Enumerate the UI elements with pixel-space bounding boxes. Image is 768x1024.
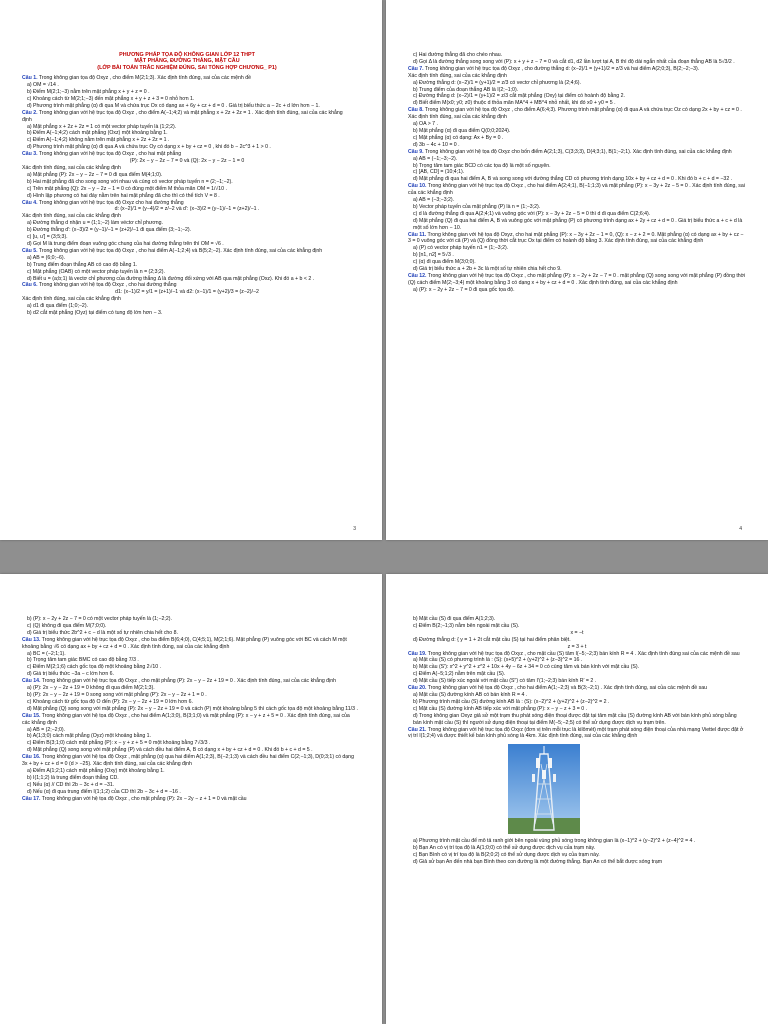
answer-option: c) Điểm B(2;−1;3) nằm bên ngoài mặt cầu (S). — [413, 622, 520, 629]
question — [22, 75, 352, 82]
question-text: Trong không gian với hệ trục tọa độ Oxyz , cho hai điểm A(−1;2;4) và B(5;2;−2). Xác định tính đúng, sai của các khẳng định — [37, 247, 323, 254]
answer-option: d) Mặt phẳng đi qua hai điểm A, B và song song với đường thẳng CD có phương trình dạng 10x + by + cz + d = 0 . Khi đó b + c + d = −32 . — [413, 176, 733, 183]
answer-option: a) Điểm A(1;2;1) cách mặt phẳng (Oxy) một khoảng bằng 1. — [27, 767, 165, 774]
answer-option: a) AB = (−1;−3;−2). — [413, 155, 458, 162]
document-page-5 — [0, 574, 382, 1024]
answer-option: b) Điểm M(2;1;−3) nằm trên mặt phẳng x + y + z = 0 . — [27, 89, 150, 96]
question — [408, 66, 746, 73]
answer-option: d) Phương trình mặt phẳng (α) đi qua M và chứa trục Ox có dạng ax + 6y + cz + d = 0 . Giá trị biểu thức a − 2c + d lớn hơn − 1. — [27, 102, 320, 109]
question-number: Câu 1. — [22, 75, 38, 82]
text-line: d: (x−2)/1 = (y−4)/2 = z/−2 và d′: (x−3)/2 = (y−1)/−1 = (z+2)/−1 . — [114, 206, 260, 213]
title-line-2: MẶT PHẲNG, ĐƯỜNG THẲNG, MẶT CẦU — [134, 58, 240, 65]
answer-option: c) Nếu (α) // CD thì 2b − 3c + d = −31. — [27, 781, 115, 788]
question-text: Trong không gian với hệ trục tọa độ Oxyz , cho mặt cầu (S) tâm I(−5;−2;3) bán kính R = 4 . Xác định tính đúng sai của các mệnh đề sau — [426, 650, 740, 657]
question — [22, 754, 358, 768]
text-line: Xác định tính đúng, sai của các khẳng định — [22, 213, 121, 220]
question-number: Câu 17. — [22, 795, 41, 802]
answer-option: a) Đường thẳng d nhận u = (1;1;−2) làm véctơ chỉ phương. — [27, 220, 163, 227]
answer-option: d) Giá trị biểu thức −3a − c lớn hơn 6. — [27, 671, 114, 678]
answer-option: d) Giá trị biểu thức 2b^2 + c − d là một số tự nhiên chia hết cho 8. — [27, 629, 178, 636]
question-text: Trong không gian với hệ tọa độ Oxyz , cho mặt phẳng (P): 2x − 2y − z + 1 = 0 và mặt cầu — [40, 795, 247, 802]
answer-option: a) Đường thẳng d: (x−2)/1 = (y+1)/2 = z/3 có vectơ chỉ phương là (2;4;6). — [413, 79, 581, 86]
answer-option: c) Mặt phẳng (OAB) có một vector pháp tuyến là n = (2;3;2). — [27, 268, 165, 275]
question-text: Trong không gian với hệ trục tọa độ Oxyz , cho đường thẳng d: (x−2)/1 = (y+1)/2 = z/3 và hai điểm A(2;0;3), B(2;−2;−3). — [423, 65, 700, 72]
question-number: Câu 6. — [22, 282, 38, 289]
answer-option: c) Bạn Bình có vị trí tọa độ là B(2;0;2) có thể sử dụng được dịch vụ của trạm này. — [413, 852, 600, 859]
answer-option: b) Điểm A(−1;4;2) cách mặt phẳng (Oxz) một khoảng bằng 1. — [27, 130, 168, 137]
question-text: Trong không gian với hệ tọa độ Oxyz cho bốn điểm A(2;1;3), C(3;3;3), D(4;3;1), B(1;−2;1). Xác định tính đúng, sai của các khẳng định — [423, 148, 732, 155]
question-number: Câu 21. — [408, 726, 427, 733]
question-text: Trong không gian với hệ tọa độ Oxyz , mặt phẳng (α) qua hai điểm A(1;2;3), B(−2;1;3) và cách đều hai điểm C(2;−1;3), D(0;3;1) có dạng 3x + by + cz + d = 0 (d > −25). Xác định tính đúng, sai của các khẳng định — [22, 754, 354, 768]
text-line: Xác định tính đúng, sai của các khẳng định — [408, 72, 507, 79]
answer-option: c) [u, u′] = (3;5;3). — [27, 234, 68, 241]
answer-option: d) Gọi M là trung điểm đoạn vuông góc chung của hai đường thẳng trên thì OM = √6 . — [27, 240, 224, 247]
question — [408, 107, 746, 121]
question-number: Câu 8. — [408, 107, 424, 114]
answer-option: c) Trên mặt phẳng (Q): 2x − y − 2z − 1 = 0 có đúng một điểm M thỏa mãn OM = 1/√10 . — [27, 185, 227, 192]
answer-option: c) [AB, CD] = (10;4;1). — [413, 169, 465, 176]
question — [408, 149, 746, 156]
answer-option: c) Mặt cầu (S) đường kính AB tiếp xúc với mặt phẳng (P): x − y − z + 3 = 0 . — [413, 705, 588, 712]
answer-option: d) Phương trình mặt phẳng (α) đi qua A và chứa trục Oy có dạng x + by + cz = 0 , khi đó b − 2c^3 + 1 > 0 . — [27, 144, 271, 151]
page-content — [408, 616, 746, 866]
answer-option: a) d1 đi qua điểm (1;0;−2). — [27, 303, 88, 310]
question-number: Câu 3. — [22, 151, 38, 158]
answer-option: b) A(1;3;0) cách mặt phẳng (Oyz) một khoảng bằng 1. — [27, 733, 151, 740]
text-line: Xác định tính đúng, sai của các khẳng định — [22, 296, 121, 303]
question-number: Câu 7. — [408, 65, 424, 72]
text-line: z = 3 + t — [567, 643, 587, 650]
question-text: Trong không gian với hệ trục tọa độ Oxyz cho hai đường thẳng — [37, 199, 184, 206]
answer-option: c) Hai đường thẳng đã cho chéo nhau. — [413, 52, 503, 58]
answer-option: b) Hai mặt phẳng đã cho song song với nhau và cùng có vector pháp tuyến n = (2;−1;−2). — [27, 178, 233, 185]
answer-option: c) Điểm M(2;1;6) cách gốc tọa độ một khoảng bằng 2√10 . — [27, 664, 162, 671]
question — [22, 637, 358, 651]
answer-option: c) (α) đi qua điểm M(3;0;0). — [413, 259, 476, 266]
answer-option: a) Mặt phẳng (P): 2x − y − 2z − 7 = 0 đi qua điểm M(4;1;0). — [27, 171, 163, 178]
answer-option: d) Nếu (α) đi qua trung điểm I(1;1;2) của CD thì 2b − 3c + d = −16 . — [27, 788, 181, 795]
page-content — [22, 616, 358, 802]
answer-option: c) Điểm A(−1;4;2) không nằm trên mặt phẳng x + 2z + 2z = 1 . — [27, 137, 170, 144]
question-text: Trong không gian với hệ tọa độ Oxyz , cho hai đường thẳng — [37, 282, 177, 289]
title-line-1: PHƯƠNG PHÁP TỌA ĐỘ KHÔNG GIAN LỚP 12 THPT — [119, 52, 255, 58]
document-page-6 — [386, 574, 768, 1024]
answer-option: b) Trọng tâm tam giác BCD có các tọa độ là một số nguyên. — [413, 162, 551, 169]
answer-option: a) Phương trình mặt cầu để mô tả ranh giới bên ngoài vùng phủ sóng trong không gian là (x−1)^2 + (y−2)^2 + (z−4)^2 = 4 . — [413, 838, 696, 845]
answer-option: a) BC = (−2;1;1). — [27, 650, 66, 657]
answer-option: c) Khoảng cách từ gốc tọa độ O đến (P): 2x − y − 2z + 19 = 0 lớn hơn 6. — [27, 698, 193, 705]
answer-option: a) (P): 2x − y − 2z + 19 = 0 không đi qua điểm M(2;1;3). — [27, 685, 155, 692]
answer-option: b) Bạn An có vị trí tọa độ là A(1;0;0) có thể sử dụng được dịch vụ của trạm này. — [413, 845, 596, 852]
answer-option: b) (P): x − 2y + 2z − 7 = 0 có một vector pháp tuyến là (1;−2;2). — [27, 616, 172, 622]
answer-option: a) Mặt cầu (S) có phương trình là : (S): (x+5)^2 + (y+2)^2 + (z−3)^2 = 16 . — [413, 657, 583, 664]
answer-option: b) d2 cắt mặt phẳng (Oyz) tại điểm có tung độ lớn hơn − 3. — [27, 310, 163, 317]
question-number: Câu 9. — [408, 148, 424, 155]
question-number: Câu 2. — [22, 109, 38, 116]
answer-option: a) AB = (2;−2;0). — [27, 726, 66, 733]
question-text: Trong không gian với hệ trục tọa độ Oxyz , cho ba điểm B(6;4;0), C(4;5;1), M(2;1;6). Mặt phẳng (P) vuông góc với BC và cách M một khoảng bằng √6 có dạng ax + by + cz + d = 0 . Xác định tính đúng, sai của các khẳng định — [22, 636, 347, 650]
question-text: Trong không gian tọa độ Oxyz , cho điểm M(2;1;3). Xác định tính đúng, sai của các mệnh đề — [37, 75, 251, 82]
question-number: Câu 4. — [22, 199, 38, 206]
answer-option: d) 3b − 4c + 10 = 0 . — [413, 141, 460, 148]
question — [408, 273, 746, 287]
question-text: Trong không gian với hệ tọa độ Oxyz , cho hai điểm A(1;−2;3) và B(3;−2;1) . Xác định tính đúng, sai của các mệnh đề sau — [426, 685, 707, 692]
question-text: Trong không gian với hệ trục tọa độ Oxyz , cho hai điểm A(2;4;1), B(−1;1;3) và mặt phẳng (P): x − 3y + 2z − 5 = 0 . Xác định tính đúng, sai của các khẳng định — [408, 183, 745, 197]
page-number: 3 — [353, 526, 356, 532]
cell-tower-photo — [508, 744, 580, 834]
answer-option: d) Đường thẳng d: { y = 1 + 2t cắt mặt cầu (S) tại hai điểm phân biệt. — [413, 636, 571, 643]
answer-option: a) (P) có vector pháp tuyến n1 = (1;−3;2). — [413, 245, 509, 252]
text-line: x = −t — [570, 629, 584, 636]
question — [22, 248, 352, 255]
question — [22, 200, 352, 207]
answer-option: a) Mặt phẳng x + 2z + 2z = 1 có một vector pháp tuyến là (1;2;2). — [27, 123, 177, 130]
title-line-3: (LỚP BÀI TOÁN TRẮC NGHIỆM ĐÚNG, SAI TỔNG HỢP CHƯƠNG_ P1) — [97, 64, 277, 71]
answer-option: b) Vector pháp tuyến của mặt phẳng (P) là n = (1;−3;2). — [413, 203, 541, 210]
question — [22, 110, 352, 124]
question — [408, 183, 746, 197]
answer-option: c) Điểm A(−5;1;2) nằm trên mặt cầu (S). — [413, 671, 506, 678]
page-content — [408, 52, 746, 294]
question — [22, 713, 358, 727]
question — [408, 685, 746, 692]
page-number: 4 — [739, 526, 742, 532]
answer-option: d) Biết điểm M(x0; y0; z0) thuộc d thỏa mãn MA^4 + MB^4 nhỏ nhất, khi đó x0 + y0 = 5 . — [413, 100, 616, 107]
question-text: Trong không gian với hệ trục tọa độ Oxyz , cho hai mặt phẳng — [37, 151, 182, 158]
question-text: Trong không gian với hệ trục tọa độ Oxyz (đơn vị trên mỗi trục là kilômét) một trạm phát sóng điện thoại của nhà mạng Viettel được đặt ở vị trí I(1;2;4) và được thiết kế bán kính phủ sóng là 4km. Xác định tính đúng, sai của các khẳng định — [408, 726, 744, 740]
document-title — [22, 52, 352, 71]
document-page-3 — [0, 0, 382, 540]
question-number: Câu 15. — [22, 712, 41, 719]
document-page-4 — [386, 0, 768, 540]
question-number: Câu 16. — [22, 754, 41, 761]
answer-option: c) Khoảng cách từ M(2;1;−3) đến mặt phẳng x + y + z + 3 = 0 nhỏ hơn 1. — [27, 95, 195, 102]
question — [408, 232, 746, 246]
answer-option: b) [n1, n2] = 5√3 . — [413, 252, 454, 259]
answer-option: a) AB = (−3;−3;2). — [413, 197, 455, 204]
answer-option: c) (Q) không đi qua điểm M(7;0;0). — [27, 622, 107, 629]
question — [22, 151, 352, 158]
text-line: (P): 2x − y − 2z − 7 = 0 và (Q): 2x − y − 2z − 1 = 0 — [129, 158, 245, 165]
answer-option: b) Trung điểm đoạn thẳng AB có cao độ bằng 1. — [27, 261, 138, 268]
answer-option: b) (P): 2x − y − 2z + 19 = 0 song song với mặt phẳng (P′): 2x − y − 2z + 1 = 0 . — [27, 691, 207, 698]
answer-option: c) d là đường thẳng đi qua A(2;4;1) và vuông góc với (P): x − 3y + 2z − 5 = 0 thì d đi qua điểm C(2;6;4). — [413, 210, 651, 217]
answer-option: a) Mặt cầu (S) đường kính AB có bán kính R = 4 . — [413, 691, 528, 698]
page-content — [22, 75, 352, 317]
answer-option: b) Mặt phẳng (α) đi qua điểm Q(0;0;2024). — [413, 127, 511, 134]
answer-option: d) Trong không gian Oxyz giả sử một trạm thu phát sóng điện thoại được đặt tại tâm mặt cầu (S) đường kính AB với bán kính phủ sóng bằng bán kính mặt cầu (S) thì người sử dụng điện thoại tại điểm M(−5;−2;5) có thể sử dụng được dịch vụ trạm trên. — [413, 712, 737, 726]
question — [22, 282, 352, 289]
answer-option: b) Trung điểm của đoạn thẳng AB là I(2;−1;0). — [413, 86, 519, 93]
answer-option: b) Trọng tâm tam giác BMC có cao độ bằng 7/3 . — [27, 657, 139, 664]
answer-option: a) OA > 7 . — [413, 121, 438, 128]
answer-option: b) Mặt cầu (S) đi qua điểm A(1;2;3). — [413, 616, 496, 622]
answer-option: d) Hình lập phương có hai đáy nằm trên hai mặt phẳng đã cho thì có thể tích V = 8 . — [27, 192, 220, 199]
question-number: Câu 19. — [408, 650, 427, 657]
question — [408, 727, 746, 741]
question-number: Câu 20. — [408, 685, 427, 692]
answer-option: a) OM = √14 . — [27, 82, 59, 89]
answer-option: d) Biết u = (a;b;1) là vectơ chỉ phương của đường thẳng Δ là đường đối xứng với AB qua mặt phẳng (Oxz). Khi đó a + b < 2 . — [27, 275, 315, 282]
question-text: Trong không gian với hệ trục tọa độ Oxyz , cho điểm A(−1;4;2) và mặt phẳng x + 2z + 2z = 1 . Xác định tính đúng, sai của các khẳng định — [22, 109, 343, 123]
answer-option: c) Mặt phẳng (α) có dạng: Ax + By = 0 . — [413, 134, 504, 141]
answer-option: d) Giá trị biểu thức a + 2b + 3c là một số tự nhiên chia hết cho 9. — [413, 266, 562, 273]
question — [22, 796, 358, 803]
question-text: Trong không gian với hệ trục tọa độ Oxyz , cho mặt phẳng (P): x − 2y + 2z − 7 = 0 . mặt phẳng (Q) song song với mặt phẳng (P) đồng thời (Q) cách điểm M(2;−3;4) một khoảng bằng 3 có dạng x + by + cz + d = 0 . Xác định tính đúng, sai của các khẳng định — [408, 273, 746, 286]
answer-option: b) Đường thẳng d′: (x−3)/2 = (y−1)/−1 = (z+2)/−1 đi qua điểm (3;−1;−2). — [27, 227, 191, 234]
answer-option: c) Điểm B(3;1;0) cách mặt phẳng (P): x − y + z + 5 = 0 một khoảng bằng 7√3/3 . — [27, 740, 211, 747]
answer-option: c) Đường thẳng d: (x−2)/1 = (y+1)/2 = z/3 cắt mặt phẳng (Oxy) tại điểm có hoành độ bằng 2. — [413, 93, 625, 100]
text-line: d1: (x−1)/2 = y/1 = (z+1)/−1 và d2: (x−1)/1 = (y+2)/3 = (z−2)/−2 — [115, 289, 259, 296]
answer-option: b) Phương trình mặt cầu (S) đường kính AB là : (S): (x−2)^2 + (y+2)^2 + (z−2)^2 = 2 . — [413, 698, 610, 705]
answer-option: a) AB = (6;0;−6). — [27, 254, 66, 261]
question-number: Câu 10. — [408, 183, 427, 190]
question-text: Trong không gian với hệ tọa độ Oxyz , cho điểm A(6;4;3). Phương trình mặt phẳng (α) đi qua A và chứa trục Oz có dạng 2x + by + cz = 0 . Xác định tính đúng, sai của các khẳng định — [408, 107, 742, 121]
answer-option: d) Mặt phẳng (Q) song song với mặt phẳng (P) và cách đều hai điểm A, B có dạng x + by + cz + d = 0 . Khi đó b + c + d = 5 . — [27, 747, 313, 754]
question — [408, 651, 746, 658]
answer-option: b) I(1;1;2) là trung điểm đoạn thẳng CD. — [27, 774, 119, 781]
answer-option: d) Mặt phẳng (Q) song song với mặt phẳng (P): 2x − y − 2z + 19 = 0 và cách (P) một khoảng bằng 5 thì cách gốc tọa độ một khoảng bằng 11/3 . — [27, 705, 358, 712]
answer-option: d) Mặt phẳng (Q) đi qua hai điểm A, B và vuông góc với mặt phẳng (P) có phương trình dạng ax + 2y + cz + d = 0 . Giá trị biểu thức a + c + d là một số lớn hơn − 10. — [413, 217, 743, 231]
question-number: Câu 13. — [22, 636, 41, 643]
question-number: Câu 14. — [22, 678, 41, 685]
question-text: Trong không gian với hệ tọa độ Oxyz, cho hai mặt phẳng (P): x − 3y + 2z − 1 = 0, (Q): x − z + 2 = 0. Mặt phẳng (α) có dạng ax + by + cz − 3 = 0 vuông góc với cả (P) và (Q) đồng thời cắt trục Ox tại điểm có hoành độ bằng 3. Xác định tính đúng, sai của các khẳng định — [408, 231, 744, 245]
answer-option: b) Mặt cầu (S′): x^2 + y^2 + z^2 + 10x + 4y − 6z + 34 = 0 có cùng tâm và bán kính với mặt cầu (S). — [413, 664, 640, 671]
answer-option: d) Mặt cầu (S) tiếp xúc ngoài với mặt cầu (S′′) có tâm I′(1;−2;3) bán kính R′ = 2 . — [413, 678, 597, 685]
answer-option: d) Giả sử bạn An đến nhà bạn Bình theo con đường là một đường thẳng. Bạn An có thể bắt được sóng trạm — [413, 859, 663, 866]
question-number: Câu 12. — [408, 273, 427, 279]
text-line: Xác định tính đúng, sai của các khẳng định — [22, 165, 121, 171]
answer-option: a) (P): x − 2y + 2z − 7 = 0 đi qua gốc tọa độ. — [413, 286, 515, 293]
answer-option: d) Gọi Δ là đường thẳng song song với (P): x + y + z − 7 = 0 và cắt d1, d2 lần lượt tại A, B thì độ dài ngắn nhất của đoạn thẳng AB là 5√3/2 . — [413, 58, 735, 65]
question-text: Trong không gian với hệ tọa độ Oxyz , cho hai điểm A(1;3;0), B(3;1;0) và mặt phẳng (P): x − y + z + 5 = 0 . Xác định tính đúng, sai của các khẳng định — [22, 712, 350, 726]
question-number: Câu 11. — [408, 231, 427, 238]
question-number: Câu 5. — [22, 247, 38, 254]
question-text: Trong không gian với hệ trục tọa độ Oxyz , cho mặt phẳng (P): 2x − y − 2z + 19 = 0 . Xác định tính đúng, sai của các khẳng định — [40, 678, 336, 685]
